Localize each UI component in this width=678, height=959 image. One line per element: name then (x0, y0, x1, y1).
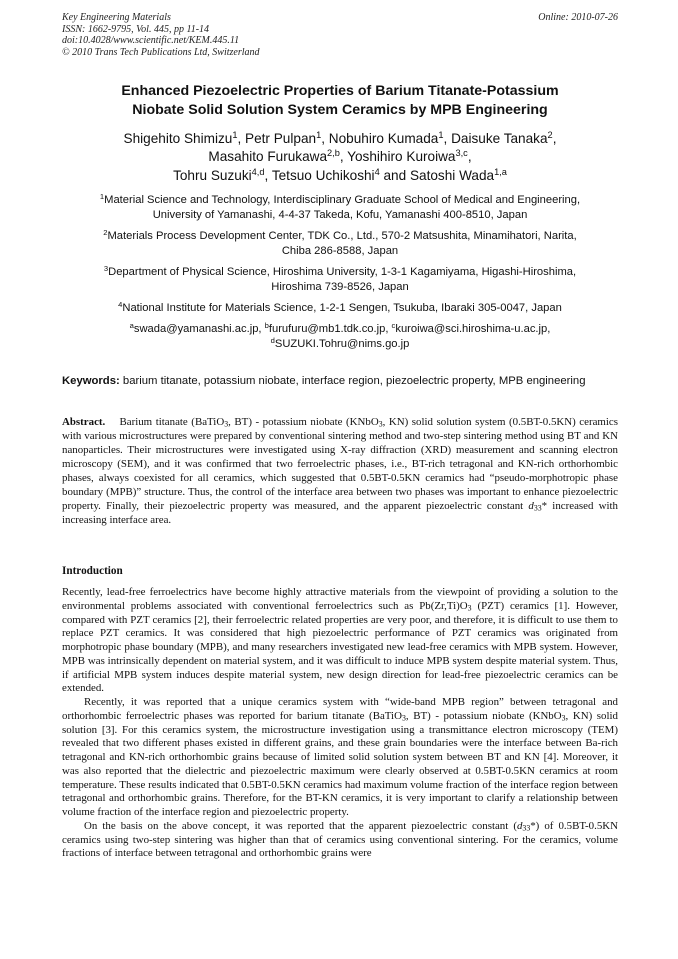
author-affiliation-mark: 1 (232, 129, 238, 140)
author-name: Shigehito Shimizu (123, 131, 233, 146)
paragraph (62, 820, 618, 861)
copyright-line: © 2010 Trans Tech Publications Ltd, Switzerland (62, 46, 260, 58)
section-heading: Introduction (62, 565, 123, 577)
paragraph-text: , BT) - potassium niobate (KNbO (405, 709, 562, 722)
email-mark: c (391, 320, 396, 330)
abstract-label: Abstract. (62, 416, 106, 428)
author-separator: , (321, 131, 329, 146)
subscript: 3 (467, 603, 472, 613)
paragraph-text: On the basis on the above concept, it was reported that the apparent piezoelectric constant ( (84, 819, 517, 832)
title-line: Enhanced Piezoelectric Properties of Barium Titanate-Potassium (121, 83, 559, 99)
keywords-text: barium titanate, potassium niobate, interface region, piezoelectric property, MPB engineering (122, 375, 586, 387)
author-affiliation-mark: 4 (374, 166, 380, 177)
author-separator: , (443, 131, 452, 146)
author-name: Nobuhiro Kumada (328, 131, 439, 146)
affiliation (62, 301, 618, 316)
email-mark: a (129, 320, 134, 330)
paragraph-text: , KN) solid solution [3]. For this ceramics system, the microstructure investigation using a transmittance electron microscopy (TEM) revealed that two different phases existed in different grains, and these grain boundaries were the interface between Ba-rich tetragonal and KN-rich orthorhombic grains because of limited solid solution system between BT and KN [4]. Moreover, it was also reported that the dielectric and piezoelectric maximum were clearly observed at 0.5BT-0.5KN ceramics at room temperature. These results indicated that 0.5BT-0.5KN ceramics had maximum volume fraction of the interface region between tetragonal and orthorhombic grains. Therefore, for the BT-KN ceramics, it is very important to clarify a relationship between volume fraction of the interface region and piezoelectric property. (62, 709, 618, 818)
introduction-body (62, 586, 618, 861)
keywords (62, 374, 618, 389)
author-separator: and (379, 167, 410, 183)
affiliation-text: Hiroshima 739-8526, Japan (271, 280, 409, 293)
abstract-text: , BT) - potassium niobate (KNbO (228, 416, 379, 428)
author-name: Daisuke Tanaka (451, 131, 548, 146)
affiliation-text: Chiba 286-8588, Japan (281, 244, 399, 257)
paragraph-text: *) of 0.5BT-0.5KN ceramics using two-step sintering was higher than that of ceramics using conventional sintering. For the ceramics, volume fractions of interface between tetragonal and orthorhombic grains were (62, 819, 618, 860)
email-link[interactable]: SUZUKI.Tohru@nims.go.jp (274, 337, 410, 350)
subscript: 33 (533, 503, 542, 513)
paper-title (62, 82, 618, 119)
abstract-text: , KN) solid solution system (0.5BT-0.5KN) ceramics with various microstructures were prepared by conventional sintering method and two-step sintering method using BT and KN nanoparticles. Their microstructures were investigated using X-ray diffraction (XRD) measurement and scanning electron microscopy (SEM), and it was confirmed that two ferroelectric phases, i.e., BT-rich tetragonal and KN-rich orthorhombic phases, always coexisted for all ceramics, which suggested that 0.5BT-0.5KN ceramics had “pseudo-morphotropic phase boundary (MPB)” structure. Thus, the control of the interface area between two phases was important to enhance piezoelectric property. Finally, their piezoelectric property was measured, and the apparent piezoelectric constant (62, 416, 618, 513)
affiliation (62, 193, 618, 223)
author-affiliation-mark: 2 (547, 129, 553, 140)
subscript: 3 (561, 713, 566, 723)
author-name: Satoshi Wada (409, 167, 495, 183)
affiliation-number: 3 (103, 263, 109, 273)
issn-line: ISSN: 1662-9795, Vol. 445, pp 11-14 (62, 23, 210, 35)
email-link[interactable]: swada@yamanashi.ac.jp, (133, 323, 262, 335)
affiliation (62, 265, 618, 295)
affiliation-text: National Institute for Materials Science, 1-2-1 Sengen, Tsukuba, Ibaraki 305-0047, Japan (122, 302, 562, 314)
email-mark: b (264, 320, 269, 330)
affiliation-text: Department of Physical Science, Hiroshima University, 1-3-1 Kagamiyama, Higashi-Hiroshima, (108, 266, 577, 278)
author-affiliation-mark: 1,a (494, 166, 507, 177)
affiliation-number: 2 (103, 227, 108, 237)
author-separator: , (339, 149, 348, 165)
subscript: 3 (378, 419, 383, 429)
author-list (62, 130, 618, 185)
title-line: Niobate Solid Solution System Ceramics by MPB Engineering (132, 101, 548, 118)
affiliation-text: University of Yamanashi, 4-4-37 Takeda, Kofu, Yamanashi 400-8510, Japan (152, 208, 528, 221)
subscript: 3 (224, 419, 229, 429)
symbol-d: d (516, 819, 523, 832)
author-name: Petr Pulpan (245, 131, 317, 146)
author-separator: , (467, 149, 472, 165)
email-mark: d (270, 335, 275, 345)
author-name: Tetsuo Uchikoshi (271, 167, 375, 183)
author-affiliation-mark: 1 (438, 129, 444, 140)
doi-line[interactable]: doi:10.4028/www.scientific.net/KEM.445.11 (62, 35, 240, 47)
paragraph-text: (PZT) ceramics [1]. However, compared with PZT ceramics [2], their ferroelectric related properties are very poor, and therefore, it is difficult to use them to replace PZT ceramics. It was considered that high piezoelectric performance of PZT ceramics was originated from morphotropic phase boundary (MPB), and many researchers investigated new lead-free ceramics with MPB system. However, MPB was intrinsically dependent on material system, and it was difficult to induce MPB system despite material system. Thus, if artificial MPB system induces despite material system, new design direction for lead-free piezoelectric ceramics can be extended. (62, 599, 618, 695)
email-list (62, 322, 618, 352)
author-name: Yoshihiro Kuroiwa (347, 149, 456, 165)
author-separator: , (237, 131, 246, 146)
affiliation (62, 229, 618, 259)
subscript: 3 (401, 713, 406, 723)
journal-header (62, 12, 618, 58)
affiliation-text: Materials Process Development Center, TDK Co., Ltd., 570-2 Matsushita, Minamihatori, Narita, (107, 230, 577, 242)
abstract (62, 415, 618, 527)
paragraph (62, 586, 618, 696)
symbol-d: d (528, 500, 534, 513)
author-separator: , (552, 131, 557, 146)
affiliation-number: 1 (99, 191, 105, 201)
paragraph (62, 696, 618, 820)
online-date: Online: 2010-07-26 (538, 12, 618, 23)
affiliation-number: 4 (118, 299, 123, 309)
abstract-text: * increased with increasing interface area. (62, 500, 618, 527)
paragraph-text: Recently, it was reported that a unique ceramics system with “wide-band MPB region” between tetragonal and orthorhombic ferroelectric phases was reported for barium titanate (BaTiO (62, 696, 618, 722)
paragraph-text: Recently, lead-free ferroelectrics have become highly attractive materials from the viewpoint of providing a solution to the environmental problems associated with conventional ferroelectrics such as Pb(Zr,Ti)O (62, 586, 618, 612)
email-link[interactable]: furufuru@mb1.tdk.co.jp, (268, 323, 389, 335)
author-affiliation-mark: 3,c (455, 148, 468, 159)
keywords-label: Keywords: (62, 375, 120, 387)
author-affiliation-mark: 1 (316, 129, 322, 140)
abstract-text: Barium titanate (BaTiO (119, 416, 225, 428)
author-affiliation-mark: 2,b (327, 148, 340, 159)
author-separator: , (264, 167, 272, 183)
author-affiliation-mark: 4,d (251, 166, 265, 177)
subscript: 33 (522, 823, 531, 833)
affiliation-text: Material Science and Technology, Interdisciplinary Graduate School of Medical and Engineering, (104, 194, 581, 206)
author-name: Tohru Suzuki (173, 167, 252, 183)
email-link[interactable]: kuroiwa@sci.hiroshima-u.ac.jp, (395, 323, 551, 335)
journal-name: Key Engineering Materials (62, 12, 171, 23)
author-name: Masahito Furukawa (208, 149, 328, 165)
